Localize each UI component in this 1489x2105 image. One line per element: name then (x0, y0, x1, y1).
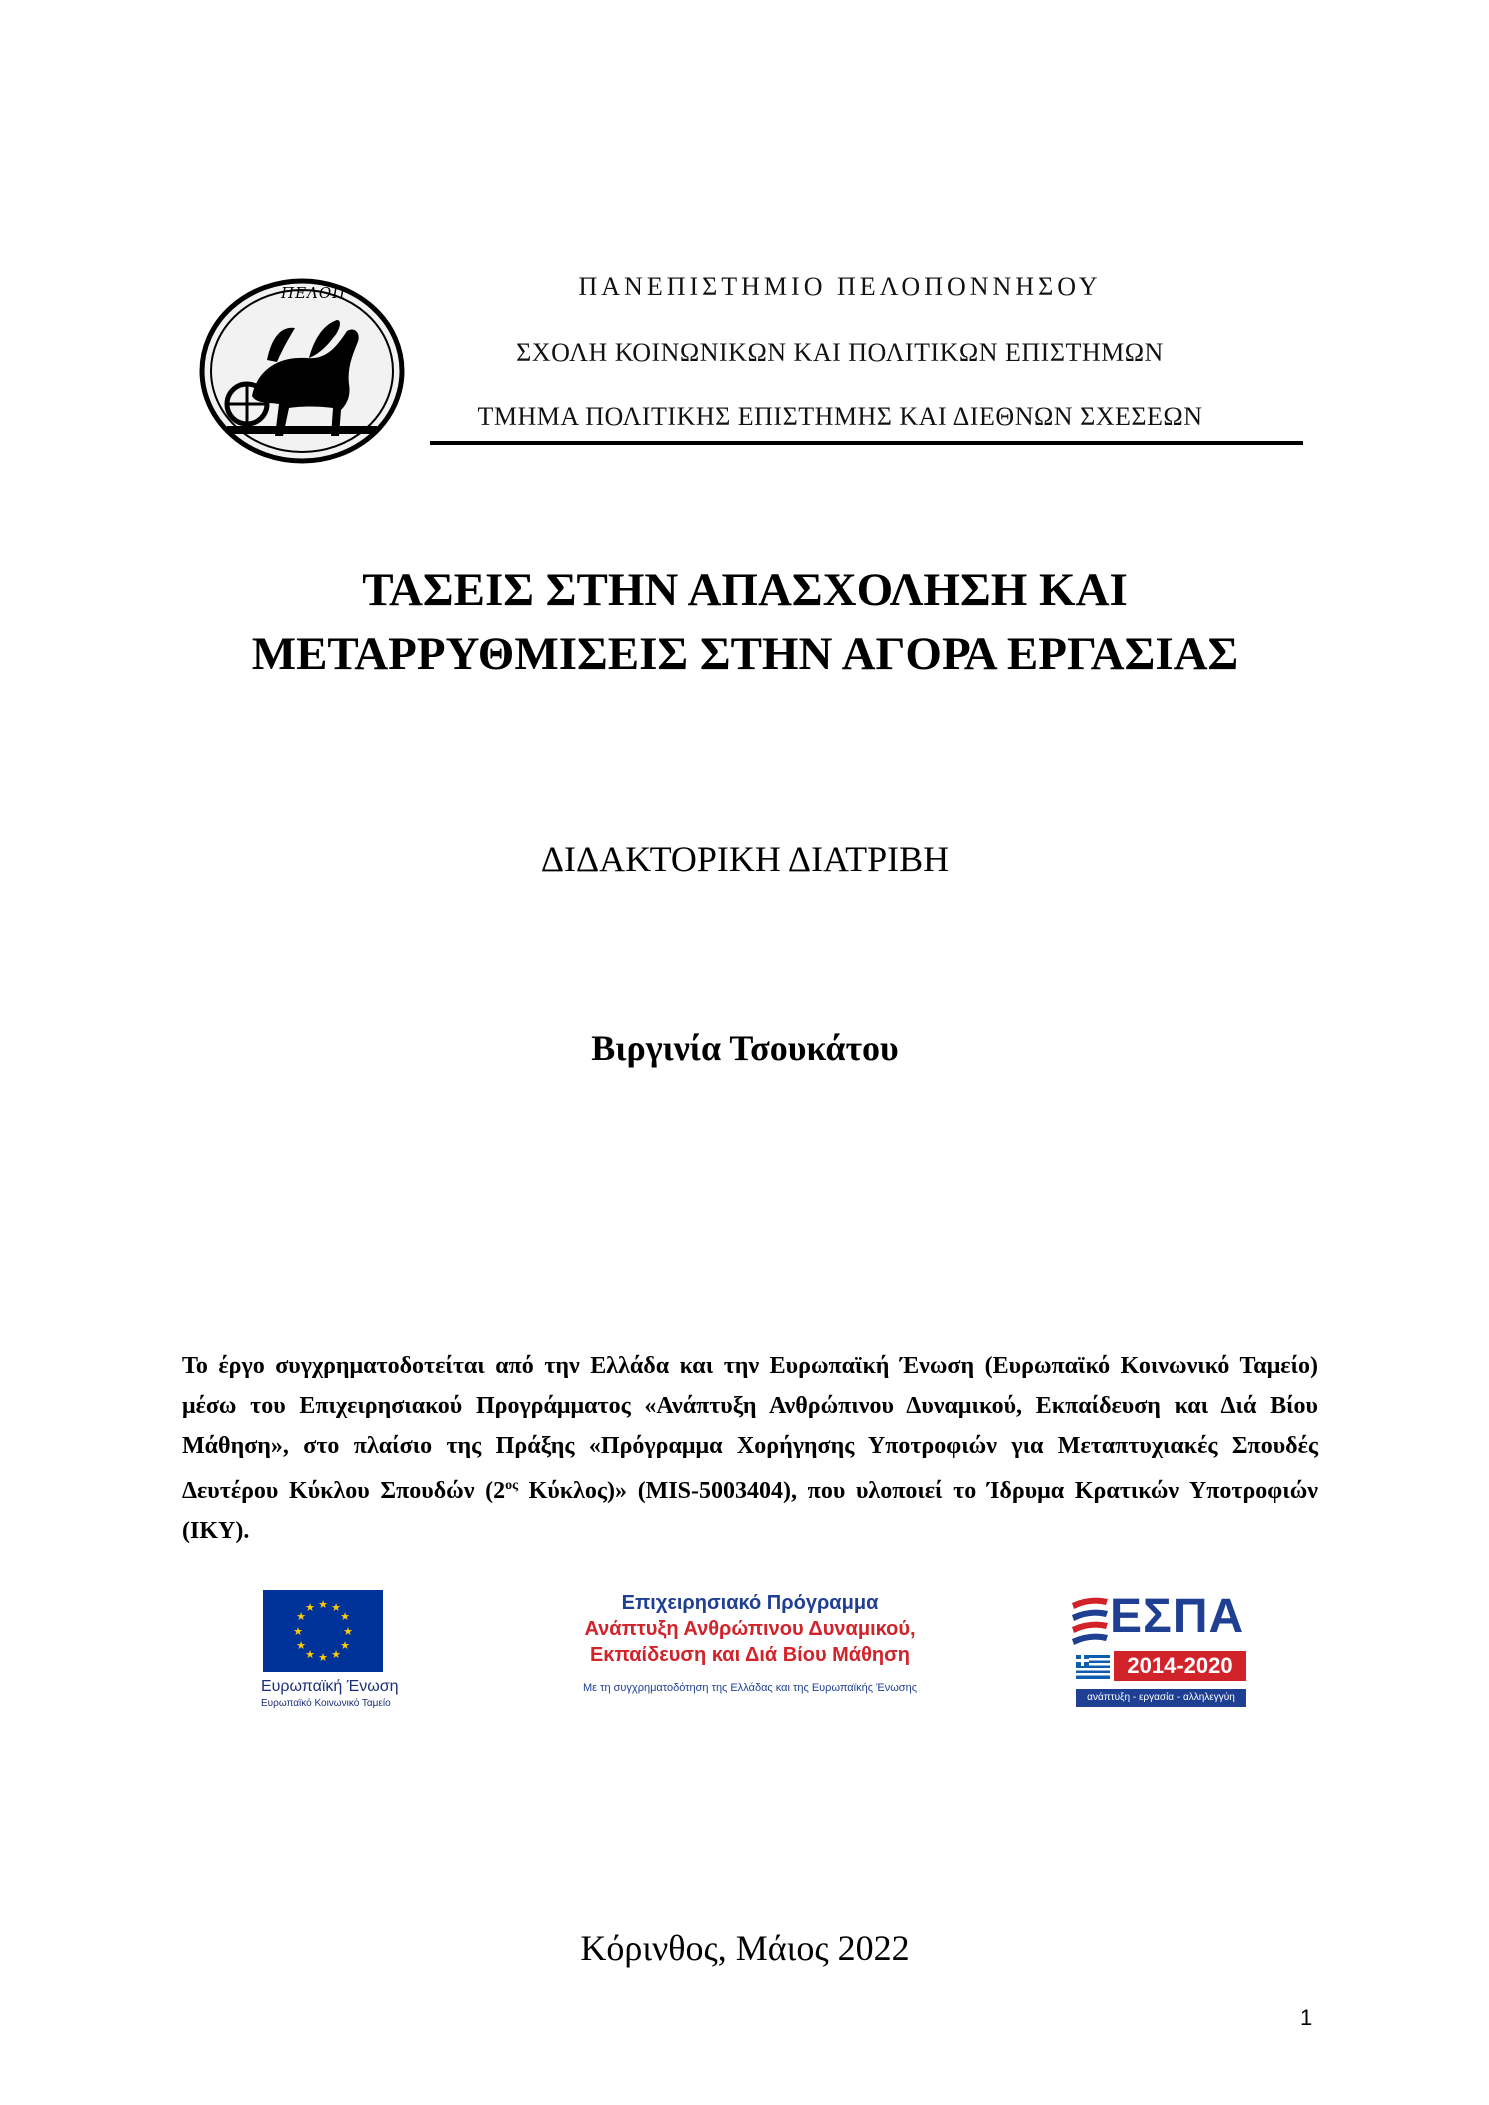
university-seal-logo (197, 276, 407, 466)
svg-text:★: ★ (331, 1601, 341, 1614)
svg-text:★: ★ (331, 1648, 341, 1661)
thesis-title-line-2: ΜΕΤΑΡΡΥΘΜΙΣΕΙΣ ΣΤΗΝ ΑΓΟΡΑ ΕΡΓΑΣΙΑΣ (251, 628, 1239, 680)
greece-flag-icon (1076, 1655, 1110, 1679)
svg-text:★: ★ (296, 1610, 306, 1623)
department-name: ΤΜΗΜΑ ΠΟΛΙΤΙΚΗΣ ΕΠΙΣΤΗΜΗΣ ΚΑΙ ΔΙΕΘΝΩΝ ΣΧΕΣΕΩΝ (477, 402, 1203, 431)
espa-tagline: ανάπτυξη - εργασία - αλληλεγγύη (1076, 1689, 1246, 1707)
operational-programme-logo (540, 1590, 960, 1720)
svg-text:★: ★ (296, 1639, 306, 1652)
school-name: ΣΧΟΛΗ ΚΟΙΝΩΝΙΚΩΝ ΚΑΙ ΠΟΛΙΤΙΚΩΝ ΕΠΙΣΤΗΜΩΝ (516, 338, 1164, 367)
funding-statement (182, 1346, 1318, 1551)
svg-text:★: ★ (305, 1648, 315, 1661)
op-line-3: Εκπαίδευση και Διά Βίου Μάθηση (589, 1644, 911, 1666)
espa-word: ΕΣΠΑ (1110, 1590, 1245, 1643)
svg-text:★: ★ (340, 1610, 350, 1623)
eu-logo (263, 1590, 403, 1720)
funding-text-end: Κύκλος)» (MIS-5003404), που υλοποιεί το Ίδρυμα Κρατικών Υποτροφιών (ΙΚΥ). (182, 1478, 1318, 1544)
place-and-date: Κόρινθος, Μάιος 2022 (580, 1928, 910, 1968)
svg-text:★: ★ (318, 1598, 328, 1611)
svg-text:★: ★ (340, 1639, 350, 1652)
svg-text:★: ★ (318, 1651, 328, 1664)
eu-flag-icon (263, 1590, 383, 1672)
author-name: Βιργινία Τσουκάτου (591, 1028, 899, 1068)
svg-text:★: ★ (305, 1601, 315, 1614)
svg-text:★: ★ (293, 1625, 303, 1638)
document-type: ΔΙΔΑΚΤΟΡΙΚΗ ΔΙΑΤΡΙΒΗ (540, 839, 950, 879)
espa-logo (1068, 1585, 1248, 1715)
espa-stripes-icon (1068, 1595, 1112, 1645)
op-line-1: Επιχειρησιακό Πρόγραμμα (621, 1592, 879, 1614)
thesis-title (120, 558, 1370, 686)
espa-years: 2014-2020 (1114, 1651, 1246, 1681)
funding-text-main: Το έργο συγχρηματοδοτείται από την Ελλάδα και την Ευρωπαϊκή Ένωση (Ευρωπαϊκό Κοινωνικό Ταμείο) μέσω του Επιχειρησιακού Προγράμματος «Ανάπτυξη Ανθρώπινου Δυναμικού, Εκπαίδευση και Διά Βίου Μάθηση», στο πλαίσιο της Πράξης «Πρόγραμμα Χορήγησης Υποτροφιών για Μεταπτυχιακές Σπουδές Δευτέρου Κύκλου Σπουδών (2 (182, 1353, 1318, 1504)
header-divider (430, 441, 1303, 445)
eu-subcaption: Ευρωπαϊκό Κοινωνικό Ταμείο (261, 1698, 391, 1709)
thesis-title-line-1: ΤΑΣΕΙΣ ΣΤΗΝ ΑΠΑΣΧΟΛΗΣΗ ΚΑΙ (362, 564, 1128, 616)
page-number: 1 (1300, 2005, 1313, 2030)
op-line-2: Ανάπτυξη Ανθρώπινου Δυναμικού, (584, 1618, 916, 1640)
svg-text:★: ★ (343, 1625, 353, 1638)
op-line-4: Με τη συγχρηματοδότηση της Ελλάδας και της Ευρωπαϊκής Ένωσης (582, 1682, 918, 1694)
eu-caption: Ευρωπαϊκή Ένωση (261, 1678, 399, 1695)
university-name: ΠΑΝΕΠΙΣΤΗΜΙΟ ΠΕΛΟΠΟΝΝΗΣΟΥ (578, 272, 1102, 301)
seal-inscription: ΠΕΛΟΠ (281, 284, 347, 302)
funding-superscript: ος (505, 1478, 518, 1493)
